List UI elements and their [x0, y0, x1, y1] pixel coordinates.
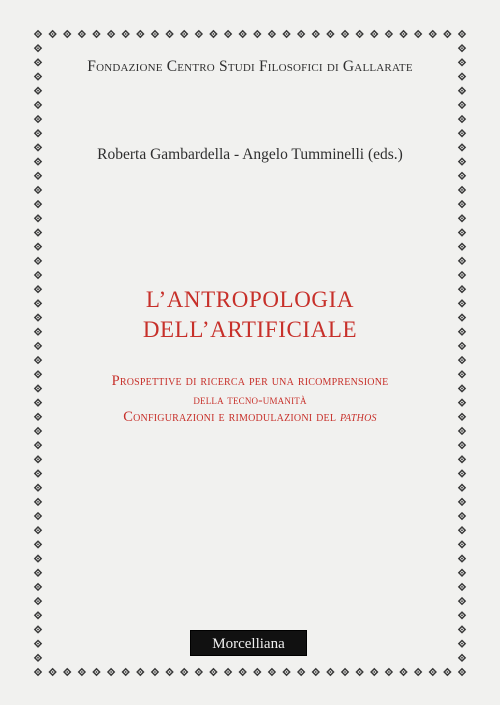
border-ornament: [253, 30, 261, 38]
border-ornament: [224, 668, 232, 676]
border-ornament: [63, 30, 71, 38]
border-ornament: [458, 526, 466, 534]
border-ornament: [458, 639, 466, 647]
editors-line: Roberta Gambardella - Angelo Tumminelli (eds.): [97, 146, 403, 163]
border-ornament: [385, 30, 393, 38]
border-ornament: [414, 668, 422, 676]
border-ornament: [224, 30, 232, 38]
border-ornament: [34, 87, 42, 95]
border-ornament: [34, 228, 42, 236]
border-ornament: [238, 668, 246, 676]
border-ornament: [458, 87, 466, 95]
border-ornament: [458, 356, 466, 364]
border-ornament: [63, 668, 71, 676]
border-ornament: [458, 115, 466, 123]
book-title: [0, 285, 500, 345]
border-ornament: [107, 30, 115, 38]
border-ornament: [458, 483, 466, 491]
border-bottom-ornaments: [34, 668, 466, 676]
border-ornament: [341, 668, 349, 676]
border-ornament: [458, 129, 466, 137]
border-ornament: [48, 668, 56, 676]
border-ornament: [34, 214, 42, 222]
border-left-ornaments: [34, 44, 42, 662]
publisher-logo: [190, 630, 307, 656]
border-ornament: [458, 498, 466, 506]
border-ornament: [458, 625, 466, 633]
border-ornament: [458, 214, 466, 222]
border-ornament: [458, 597, 466, 605]
border-ornament: [34, 186, 42, 194]
border-ornament: [458, 554, 466, 562]
border-ornament: [78, 668, 86, 676]
border-ornament: [443, 30, 451, 38]
subtitle-pathos-word: pathos: [339, 409, 377, 425]
border-ornament: [282, 668, 290, 676]
border-ornament: [458, 44, 466, 52]
border-ornament: [326, 668, 334, 676]
border-ornament: [34, 654, 42, 662]
border-ornament: [399, 668, 407, 676]
border-ornament: [268, 668, 276, 676]
border-ornament: [458, 540, 466, 548]
title-line-2: DELL’ARTIFICIALE: [142, 317, 358, 342]
border-ornament: [458, 654, 466, 662]
border-ornament: [34, 44, 42, 52]
border-ornament: [34, 101, 42, 109]
border-ornament: [458, 172, 466, 180]
border-ornament: [458, 611, 466, 619]
border-ornament: [34, 115, 42, 123]
border-top-ornaments: [34, 30, 466, 38]
border-ornament: [282, 30, 290, 38]
border-ornament: [34, 540, 42, 548]
subtitle-line-3: [0, 408, 500, 427]
border-ornament: [34, 441, 42, 449]
subtitle-line-1: Prospettive di ricerca per una ricomprensione: [111, 373, 389, 389]
border-ornament: [209, 30, 217, 38]
border-ornament: [34, 597, 42, 605]
border-ornament: [443, 668, 451, 676]
border-ornament: [195, 668, 203, 676]
border-ornament: [238, 30, 246, 38]
border-ornament: [122, 30, 130, 38]
border-ornament: [458, 583, 466, 591]
border-ornament: [34, 639, 42, 647]
border-ornament: [34, 625, 42, 633]
border-ornament: [209, 668, 217, 676]
border-ornament: [370, 668, 378, 676]
border-right-ornaments: [458, 44, 466, 662]
border-ornament: [195, 30, 203, 38]
border-ornament: [429, 30, 437, 38]
border-ornament: [458, 271, 466, 279]
border-ornament: [136, 668, 144, 676]
border-ornament: [458, 186, 466, 194]
border-ornament: [78, 30, 86, 38]
border-ornament: [34, 498, 42, 506]
title-line-1: L’ANTROPOLOGIA: [145, 287, 355, 312]
border-ornament: [48, 30, 56, 38]
border-ornament: [34, 526, 42, 534]
border-ornament: [355, 30, 363, 38]
border-ornament: [180, 30, 188, 38]
border-ornament: [122, 668, 130, 676]
border-ornament: [458, 455, 466, 463]
border-ornament: [253, 668, 261, 676]
border-ornament: [34, 512, 42, 520]
border-ornament: [312, 30, 320, 38]
border-ornament: [34, 427, 42, 435]
border-ornament: [429, 668, 437, 676]
border-ornament: [326, 30, 334, 38]
border-ornament: [34, 483, 42, 491]
border-ornament: [92, 668, 100, 676]
border-ornament: [34, 455, 42, 463]
border-ornament: [268, 30, 276, 38]
border-ornament: [34, 200, 42, 208]
border-ornament: [34, 172, 42, 180]
border-ornament: [151, 668, 159, 676]
border-ornament: [399, 30, 407, 38]
border-ornament: [34, 569, 42, 577]
border-ornament: [165, 30, 173, 38]
border-ornament: [34, 242, 42, 250]
subtitle-line-3-text: Configurazioni e rimodulazioni del: [123, 409, 337, 425]
publisher-name: Morcelliana: [212, 636, 285, 652]
border-ornament: [458, 427, 466, 435]
border-ornament: [151, 30, 159, 38]
border-ornament: [458, 257, 466, 265]
border-ornament: [180, 668, 188, 676]
border-ornament: [458, 228, 466, 236]
border-ornament: [458, 200, 466, 208]
border-ornament: [458, 242, 466, 250]
border-ornament: [34, 469, 42, 477]
border-ornament: [458, 668, 466, 676]
border-ornament: [34, 129, 42, 137]
border-ornament: [458, 30, 466, 38]
border-ornament: [458, 512, 466, 520]
border-ornament: [458, 469, 466, 477]
border-ornament: [165, 668, 173, 676]
border-ornament: [34, 271, 42, 279]
subtitle-line-2: della tecno-umanità: [193, 392, 307, 407]
border-ornament: [355, 668, 363, 676]
border-ornament: [297, 668, 305, 676]
border-ornament: [136, 30, 144, 38]
border-ornament: [458, 101, 466, 109]
border-ornament: [312, 668, 320, 676]
border-ornament: [107, 668, 115, 676]
border-ornament: [370, 30, 378, 38]
border-ornament: [34, 611, 42, 619]
foundation-name: Fondazione Centro Studi Filosofici di Gallarate: [87, 58, 413, 75]
border-ornament: [34, 583, 42, 591]
border-ornament: [34, 554, 42, 562]
border-ornament: [34, 356, 42, 364]
border-ornament: [341, 30, 349, 38]
border-ornament: [458, 569, 466, 577]
border-ornament: [34, 257, 42, 265]
border-ornament: [414, 30, 422, 38]
border-ornament: [385, 668, 393, 676]
border-ornament: [458, 441, 466, 449]
border-ornament: [297, 30, 305, 38]
border-ornament: [34, 30, 42, 38]
border-ornament: [34, 668, 42, 676]
book-subtitle: [0, 372, 500, 427]
border-ornament: [92, 30, 100, 38]
